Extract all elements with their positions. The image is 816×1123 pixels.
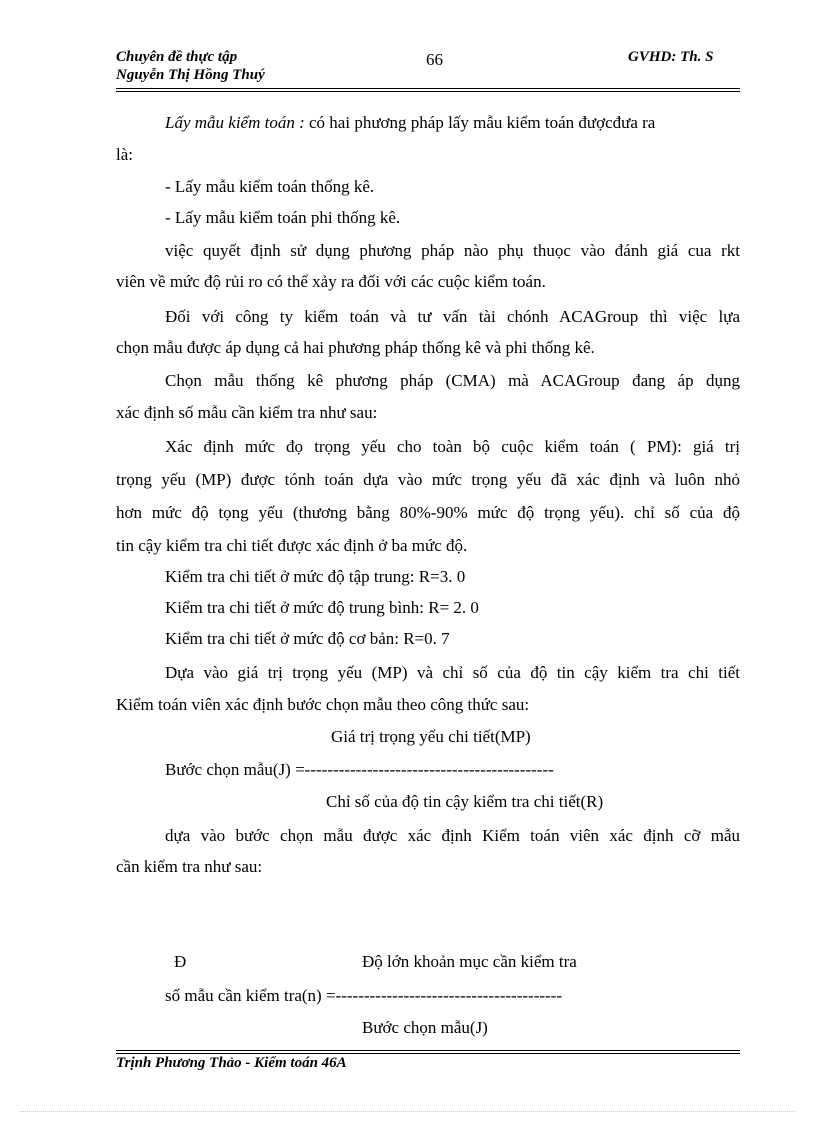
header-rule-top <box>116 88 740 89</box>
para-5-line-4: tin cậy kiểm tra chi tiết được xác định ở ba mức độ. <box>116 536 468 555</box>
para-5-line-1: Xác định mức đọ trọng yếu cho toàn bộ cuộc kiểm toán ( PM): giá trị <box>165 437 740 456</box>
formula-1-denominator: Chỉ số của độ tin cậy kiểm tra chi tiết(R) <box>326 792 604 811</box>
header-right-supervisor: GVHD: Th. S <box>628 49 714 65</box>
header-left-author: Nguyễn Thị Hồng Thuý <box>116 67 265 83</box>
footer-rule-bottom <box>116 1053 740 1054</box>
formula-2-lhs: số mẫu cần kiểm tra(n) =---------------------------------------- <box>165 986 563 1005</box>
para-1-italic-lead: Lấy mẫu kiểm toán : <box>165 113 305 132</box>
formula-2-denominator: Bước chọn mẫu(J) <box>362 1018 488 1037</box>
reliability-level-1: Kiểm tra chi tiết ở mức độ tập trung: R=3. 0 <box>165 567 466 586</box>
para-7-line-2: cần kiểm tra như sau: <box>116 857 263 876</box>
page-number: 66 <box>426 50 443 69</box>
para-4-line-1: Chọn mẫu thống kê phương pháp (CMA) mà ACAGroup đang áp dụng <box>165 371 740 390</box>
formula-1-numerator: Giá trị trọng yếu chi tiết(MP) <box>331 727 531 746</box>
para-6-line-1: Dựa vào giá trị trọng yếu (MP) và chỉ số của độ tin cậy kiểm tra chi tiết <box>165 663 740 682</box>
footer-author: Trịnh Phương Thảo - Kiểm toán 46A <box>116 1055 347 1071</box>
para-6-line-2: Kiểm toán viên xác định bước chọn mẫu theo công thức sau: <box>116 695 530 714</box>
para-5-line-2: trọng yếu (MP) được tónh toán dựa vào mức trọng yếu đã xác định và luôn nhỏ <box>116 470 740 489</box>
reliability-level-2: Kiểm tra chi tiết ở mức độ trung bình: R= 2. 0 <box>165 598 479 617</box>
para-3-line-2: chọn mẫu được áp dụng cả hai phương pháp thống kê và phi thống kê. <box>116 338 595 357</box>
formula-1-lhs: Bước chọn mẫu(J) =-------------------------------------------- <box>165 760 554 779</box>
para-1-line-1 <box>165 113 655 133</box>
para-4-line-2: xác định số mẫu cần kiểm tra như sau: <box>116 403 378 422</box>
formula-2-stray-letter: Đ <box>174 952 187 971</box>
para-7-line-1: dựa vào bước chọn mẫu được xác định Kiểm toán viên xác định cỡ mẫu <box>165 826 740 845</box>
header-rule-bottom <box>116 91 740 92</box>
para-1-line-2: là: <box>116 145 133 164</box>
header-left-title: Chuyên đề thực tập <box>116 49 238 65</box>
formula-2-numerator: Độ lớn khoản mục cần kiểm tra <box>362 952 577 971</box>
para-2-line-1: việc quyết định sử dụng phương pháp nào phụ thuọc vào đánh giá cua rkt <box>165 241 740 260</box>
bullet-2: - Lấy mẫu kiểm toán phi thống kê. <box>165 208 401 227</box>
para-1-rest: có hai phương pháp lấy mẫu kiểm toán đượcđưa ra <box>304 113 656 132</box>
para-5-line-3: hơn mức độ tọng yếu (thương bằng 80%-90% mức độ trọng yếu). chỉ số của độ <box>116 503 740 522</box>
footer-rule-top <box>116 1050 740 1051</box>
para-2-line-2: viên về mức độ rủi ro có thể xảy ra đối với các cuộc kiểm toán. <box>116 272 546 291</box>
bullet-1: - Lấy mẫu kiểm toán thống kê. <box>165 177 375 196</box>
reliability-level-3: Kiểm tra chi tiết ở mức độ cơ bản: R=0. 7 <box>165 629 450 648</box>
page-bottom-dotted-border <box>20 1111 796 1112</box>
para-3-line-1: Đối với công ty kiểm toán và tư vấn tài chónh ACAGroup thì việc lựa <box>165 307 740 326</box>
